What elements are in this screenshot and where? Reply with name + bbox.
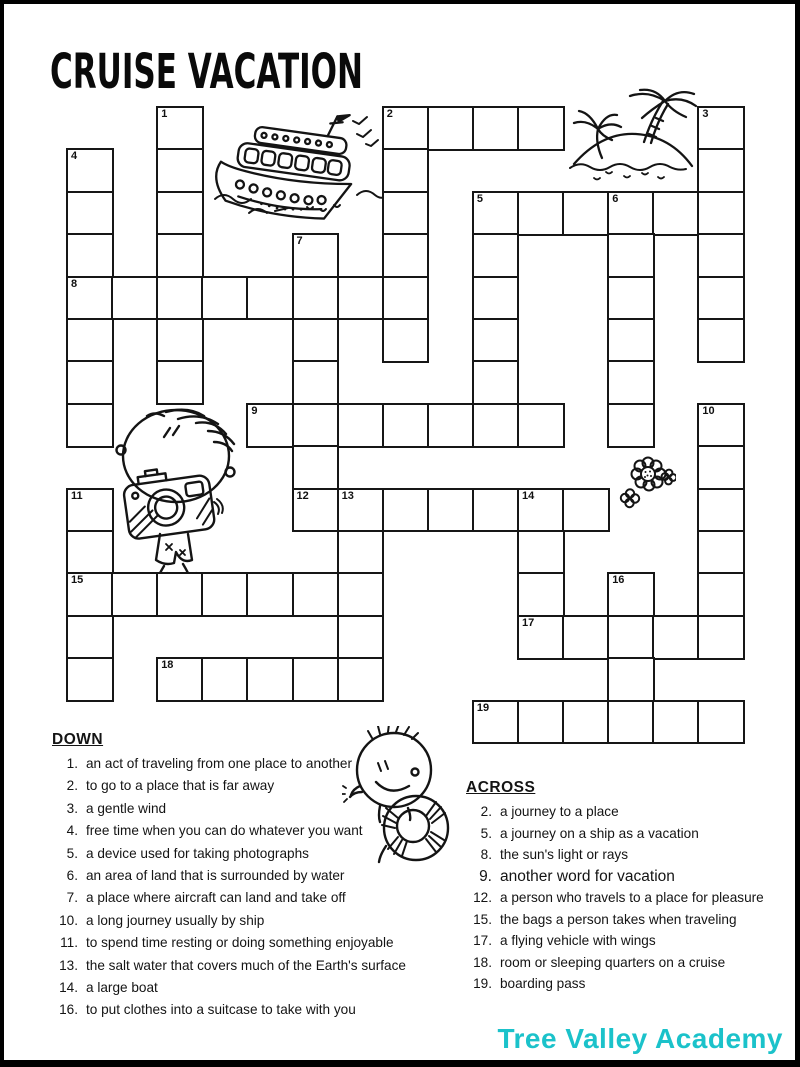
grid-cell[interactable]: [652, 615, 700, 660]
grid-cell[interactable]: [292, 318, 340, 363]
grid-cell[interactable]: [427, 488, 475, 533]
clue-item: [466, 933, 795, 955]
grid-cell[interactable]: [156, 657, 204, 702]
grid-cell[interactable]: [697, 700, 745, 745]
clue-item-number: 4.: [66, 823, 78, 839]
clue-item-number: 12.: [473, 890, 492, 905]
clue-item-number: 2.: [66, 778, 78, 794]
clue-item-number: 16.: [59, 1002, 78, 1018]
clue-number: 5: [476, 192, 484, 205]
grid-cell[interactable]: [697, 148, 745, 193]
grid-cell[interactable]: [607, 276, 655, 321]
grid-cell[interactable]: [337, 403, 385, 448]
clue-number: 12: [296, 489, 309, 502]
clue-item-text: another word for vacation: [500, 867, 675, 885]
clue-number: 17: [522, 616, 535, 629]
grid-cell[interactable]: [156, 233, 204, 278]
grid-cell[interactable]: [156, 191, 204, 236]
grid-cell[interactable]: [156, 106, 204, 151]
grid-cell[interactable]: [697, 615, 745, 660]
grid-cell[interactable]: [337, 530, 385, 575]
kid-with-life-ring-icon: [342, 726, 462, 866]
clue-item-text: a flying vehicle with wings: [500, 933, 656, 948]
grid-cell[interactable]: [337, 615, 385, 660]
grid-cell[interactable]: [472, 403, 520, 448]
grid-cell[interactable]: [66, 403, 114, 448]
across-heading: ACROSS: [466, 779, 536, 796]
clue-item-text: a device used for taking photographs: [86, 845, 309, 861]
clue-item: [466, 869, 795, 891]
clue-item-number: 9.: [479, 867, 492, 885]
grid-cell[interactable]: [382, 403, 430, 448]
grid-cell[interactable]: [246, 657, 294, 702]
clue-number: 3: [702, 108, 709, 120]
clue-item-text: a place where aircraft can land and take off: [86, 890, 346, 906]
grid-cell[interactable]: [697, 488, 745, 533]
clue-item-number: 5.: [480, 825, 492, 841]
grid-cell[interactable]: [607, 233, 655, 278]
clue-item: [52, 868, 454, 890]
grid-cell[interactable]: [292, 276, 340, 321]
clue-item-text: the salt water that covers much of the Earth's surface: [86, 957, 406, 973]
grid-cell[interactable]: [472, 360, 520, 405]
clue-item-number: 2.: [480, 804, 492, 819]
grid-cell[interactable]: [472, 700, 520, 745]
clue-item: [466, 912, 795, 934]
clue-item-number: 3.: [66, 800, 78, 816]
grid-cell[interactable]: [66, 318, 114, 363]
clue-item-number: 17.: [473, 933, 492, 948]
grid-cell[interactable]: [156, 276, 204, 321]
clue-number: 14: [522, 489, 535, 502]
clue-number: 15: [71, 574, 84, 587]
clue-item-number: 11.: [60, 935, 78, 951]
grid-cell[interactable]: [292, 445, 340, 490]
clue-item: [466, 826, 795, 848]
across-clues-section: [466, 779, 795, 998]
grid-cell[interactable]: [472, 233, 520, 278]
grid-cell[interactable]: [517, 700, 565, 745]
grid-cell[interactable]: [292, 657, 340, 702]
grid-cell[interactable]: [382, 233, 430, 278]
grid-cell[interactable]: [652, 191, 700, 236]
grid-cell[interactable]: [517, 106, 565, 151]
grid-cell[interactable]: [111, 276, 159, 321]
clue-item-number: 10.: [59, 912, 78, 928]
clue-item-text: an act of traveling from one place to another: [86, 756, 352, 771]
grid-cell[interactable]: [517, 572, 565, 617]
clue-item-text: an area of land that is surrounded by water: [86, 867, 345, 883]
down-heading: DOWN: [52, 731, 104, 748]
grid-cell[interactable]: [607, 191, 655, 236]
grid-cell[interactable]: [562, 191, 610, 236]
clue-item-text: to spend time resting or doing something enjoyable: [86, 935, 394, 951]
across-clues: [466, 804, 795, 998]
clue-number: 7: [296, 235, 303, 248]
grid-cell[interactable]: [697, 233, 745, 278]
grid-cell[interactable]: [427, 106, 475, 151]
grid-cell[interactable]: [697, 276, 745, 321]
clue-number: 1: [161, 108, 168, 120]
grid-cell[interactable]: [697, 106, 745, 151]
grid-cell[interactable]: [66, 360, 114, 405]
clue-number: 19: [476, 701, 490, 714]
grid-cell[interactable]: [66, 615, 114, 660]
grid-cell[interactable]: [607, 572, 655, 617]
grid-cell[interactable]: [337, 657, 385, 702]
grid-cell[interactable]: [517, 530, 565, 575]
grid-cell[interactable]: [562, 700, 610, 745]
clue-number: 10: [702, 404, 715, 417]
grid-cell[interactable]: [472, 488, 520, 533]
grid-cell[interactable]: [66, 488, 114, 533]
crossword-grid: [66, 106, 745, 744]
grid-cell[interactable]: [472, 318, 520, 363]
grid-cell[interactable]: [66, 233, 114, 278]
grid-cell[interactable]: [66, 191, 114, 236]
clue-item-number: 13.: [59, 957, 78, 973]
clue-item: [466, 804, 795, 826]
grid-cell[interactable]: [111, 572, 159, 617]
clue-item-text: a person who travels to a place for pleasure: [500, 890, 764, 905]
clue-item-text: to go to a place that is far away: [86, 778, 275, 794]
grid-cell[interactable]: [562, 488, 610, 533]
clue-item-text: boarding pass: [500, 976, 586, 991]
grid-cell[interactable]: [66, 148, 114, 193]
grid-cell[interactable]: [427, 403, 475, 448]
clue-number: 9: [251, 404, 258, 417]
clue-item-text: the bags a person takes when traveling: [500, 911, 737, 927]
grid-cell[interactable]: [201, 657, 249, 702]
clue-item: [52, 958, 454, 980]
clue-number: 4: [71, 150, 78, 163]
page-title: CRUISE VACATION: [50, 44, 364, 101]
clue-item: [52, 890, 454, 912]
clue-item: [52, 935, 454, 957]
grid-cell[interactable]: [607, 615, 655, 660]
grid-cell[interactable]: [382, 148, 430, 193]
clue-item: [466, 955, 795, 977]
clue-number: 18: [161, 659, 174, 672]
clue-item-text: a gentle wind: [86, 800, 167, 816]
clue-item-number: 14.: [59, 979, 78, 995]
grid-cell[interactable]: [472, 106, 520, 151]
clue-number: 8: [71, 277, 78, 290]
clue-item-text: the sun's light or rays: [500, 847, 629, 862]
grid-cell[interactable]: [607, 700, 655, 745]
grid-cell[interactable]: [562, 615, 610, 660]
grid-cell[interactable]: [246, 572, 294, 617]
grid-cell[interactable]: [607, 318, 655, 363]
grid-cell[interactable]: [697, 572, 745, 617]
grid-cell[interactable]: [607, 360, 655, 405]
grid-cell[interactable]: [517, 403, 565, 448]
grid-cell[interactable]: [156, 572, 204, 617]
grid-cell[interactable]: [337, 572, 385, 617]
grid-cell[interactable]: [66, 530, 114, 575]
grid-cell[interactable]: [382, 488, 430, 533]
clue-item-text: free time when you can do whatever you want: [86, 823, 363, 839]
clue-number: 13: [341, 489, 354, 502]
grid-cell[interactable]: [697, 445, 745, 490]
grid-cell[interactable]: [697, 191, 745, 236]
grid-cell[interactable]: [382, 106, 430, 151]
grid-cell[interactable]: [607, 657, 655, 702]
grid-cell[interactable]: [697, 403, 745, 448]
clue-item: [52, 980, 454, 1002]
clue-item-number: 1.: [66, 756, 78, 771]
grid-cell[interactable]: [292, 488, 340, 533]
grid-cell[interactable]: [382, 318, 430, 363]
clue-item: [52, 913, 454, 935]
grid-cell[interactable]: [337, 488, 385, 533]
clue-item: [466, 976, 795, 998]
grid-cell[interactable]: [517, 191, 565, 236]
clue-item-number: 8.: [480, 847, 492, 862]
grid-cell[interactable]: [66, 657, 114, 702]
clue-item-text: to put clothes into a suitcase to take with you: [86, 1002, 356, 1018]
grid-cell[interactable]: [607, 403, 655, 448]
clue-item-text: a large boat: [86, 979, 158, 995]
grid-cell[interactable]: [201, 276, 249, 321]
grid-cell[interactable]: [156, 360, 204, 405]
clue-item-number: 18.: [473, 954, 492, 970]
clue-item-number: 6.: [66, 867, 78, 883]
grid-cell[interactable]: [156, 148, 204, 193]
clue-item-text: a long journey usually by ship: [86, 912, 265, 928]
clue-number: 2: [386, 108, 393, 120]
grid-cell[interactable]: [382, 191, 430, 236]
clue-item-number: 5.: [66, 845, 78, 861]
grid-cell[interactable]: [697, 530, 745, 575]
clue-number: 11: [71, 489, 83, 502]
grid-cell[interactable]: [292, 403, 340, 448]
grid-cell[interactable]: [66, 276, 114, 321]
clue-item: [466, 890, 795, 912]
grid-cell[interactable]: [156, 318, 204, 363]
grid-cell[interactable]: [292, 233, 340, 278]
clue-item: [52, 1002, 454, 1024]
clue-item-number: 15.: [473, 911, 492, 927]
grid-cell[interactable]: [517, 488, 565, 533]
clue-item-text: a journey to a place: [500, 804, 619, 819]
grid-cell[interactable]: [66, 572, 114, 617]
grid-cell[interactable]: [697, 318, 745, 363]
grid-cell[interactable]: [382, 276, 430, 321]
grid-cell[interactable]: [472, 276, 520, 321]
clue-number: 6: [612, 192, 619, 205]
clue-number: 16: [612, 574, 625, 587]
grid-cell[interactable]: [246, 276, 294, 321]
clue-item: [466, 847, 795, 869]
clue-item-number: 7.: [66, 890, 78, 906]
grid-cell[interactable]: [292, 360, 340, 405]
grid-cell[interactable]: [201, 572, 249, 617]
grid-cell[interactable]: [246, 403, 294, 448]
clue-item-number: 19.: [473, 976, 492, 991]
worksheet-page: [4, 4, 795, 1060]
grid-cell[interactable]: [337, 276, 385, 321]
watermark: Tree Valley Academy: [497, 1023, 783, 1054]
grid-cell[interactable]: [517, 615, 565, 660]
clue-item-text: a journey on a ship as a vacation: [500, 825, 699, 841]
grid-cell[interactable]: [472, 191, 520, 236]
grid-cell[interactable]: [292, 572, 340, 617]
clue-item-text: room or sleeping quarters on a cruise: [500, 954, 726, 970]
grid-cell[interactable]: [652, 700, 700, 745]
